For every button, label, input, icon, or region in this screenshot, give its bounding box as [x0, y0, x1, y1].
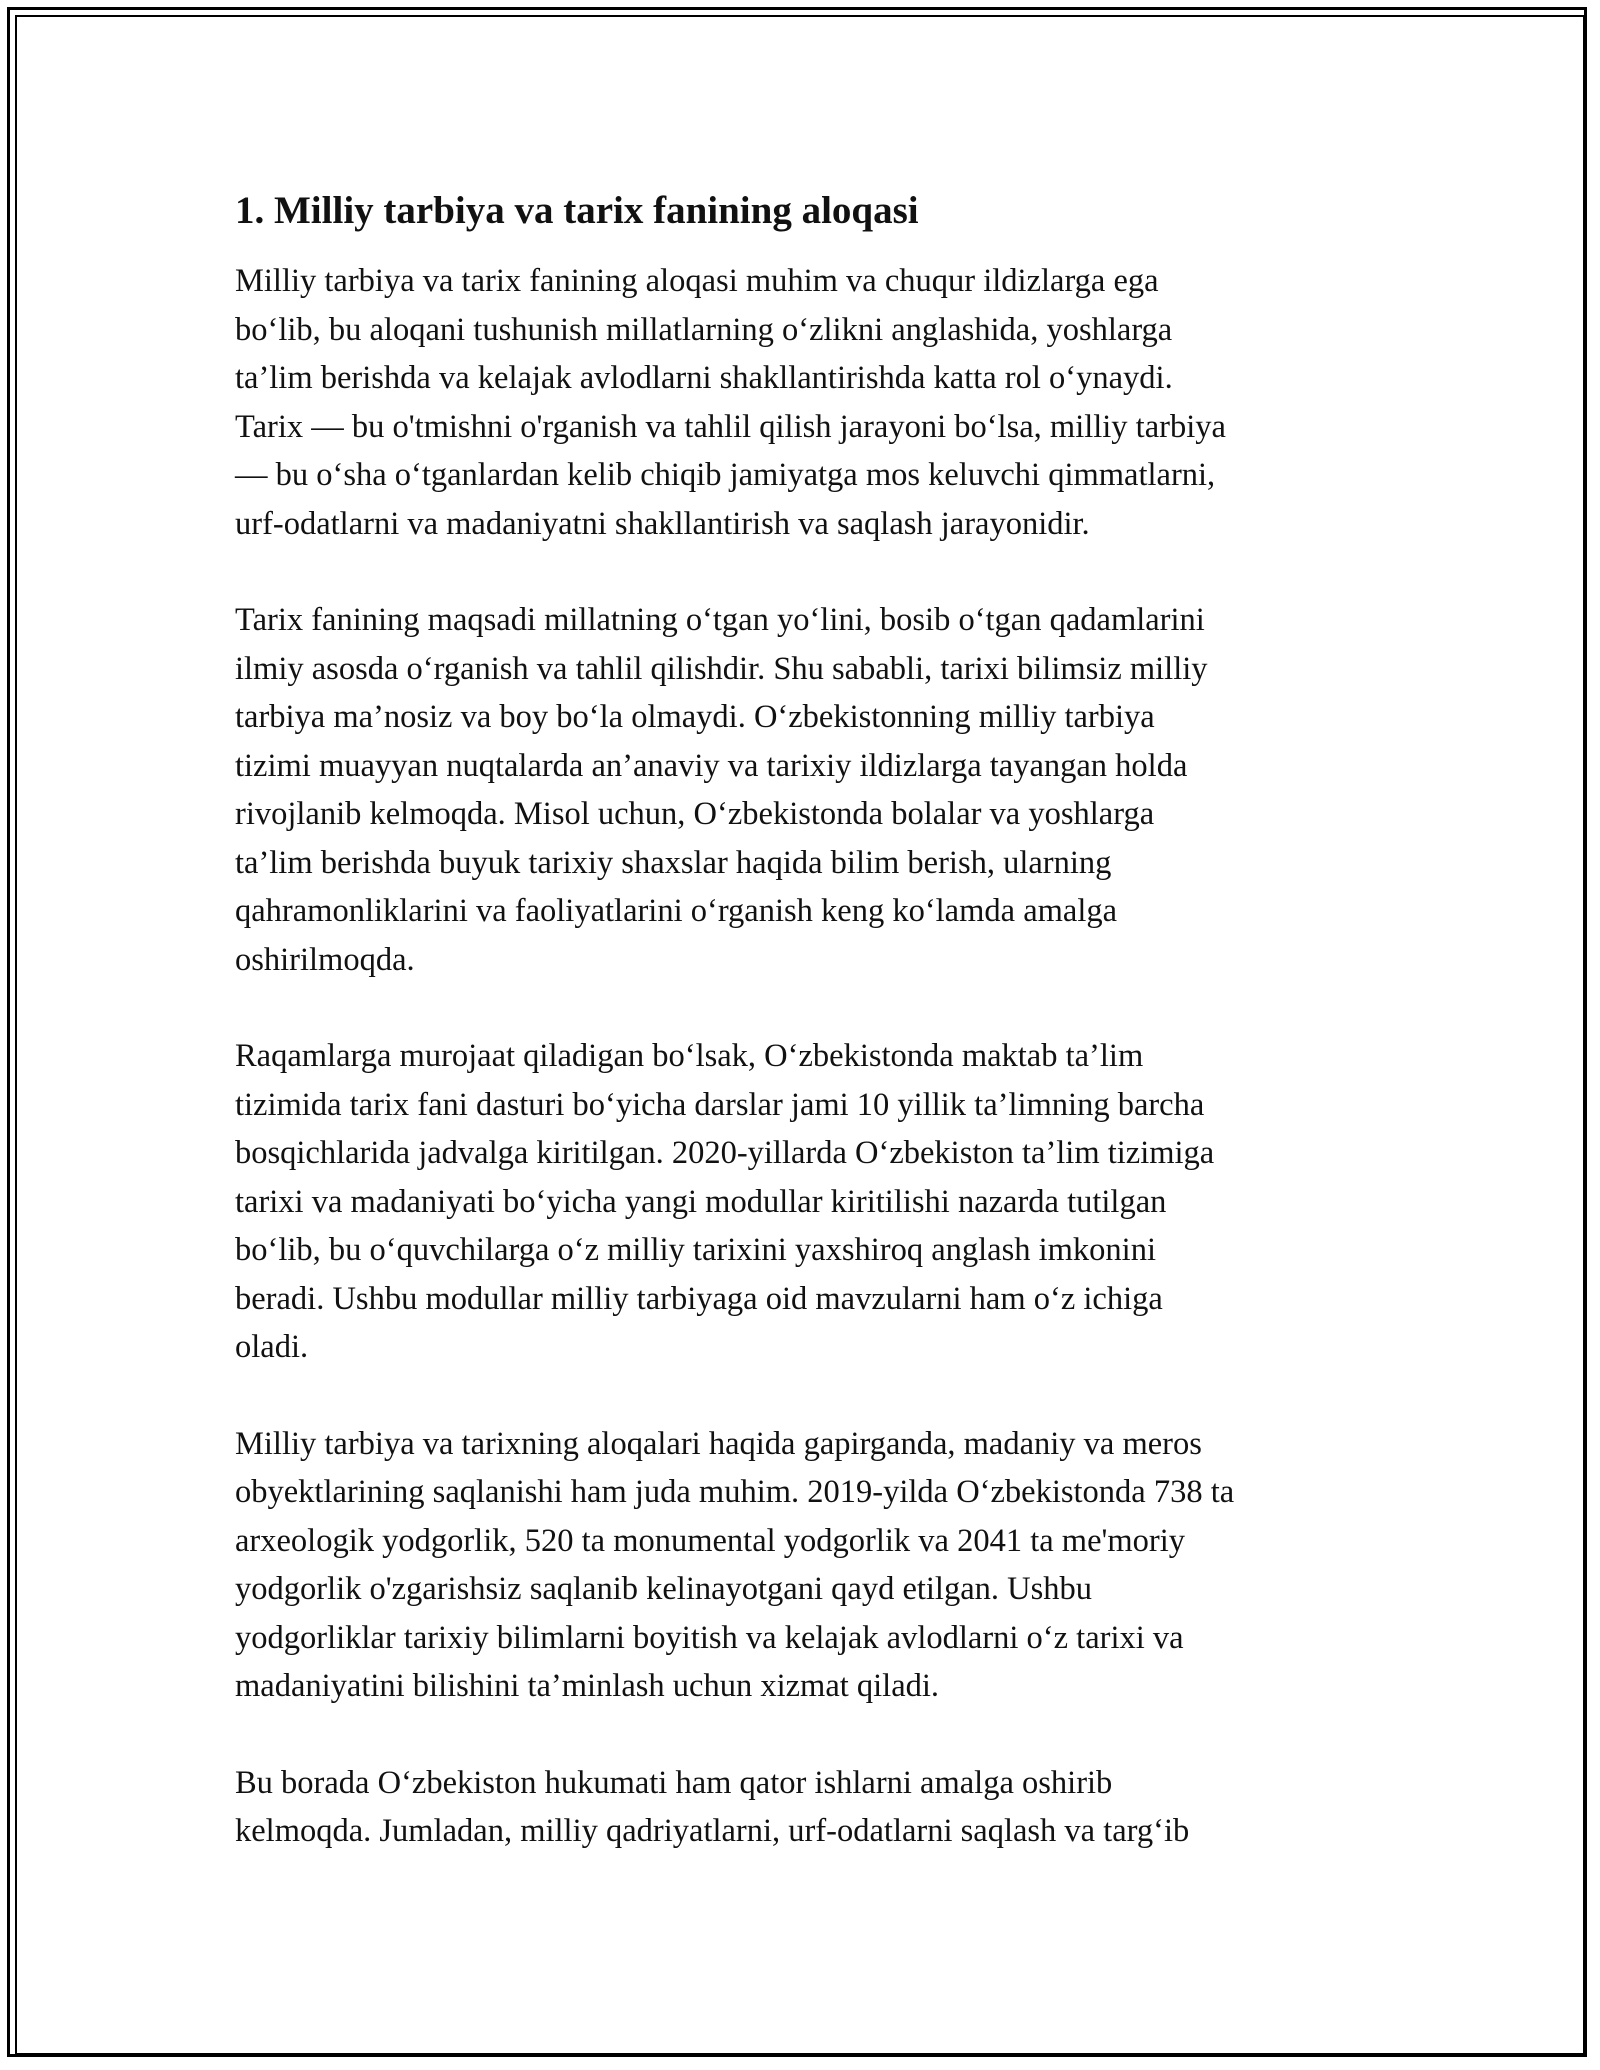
paragraph-2: [235, 596, 1370, 984]
paragraph-line: madaniyatini bilishini ta’minlash uchun xizmat qiladi.: [235, 1668, 940, 1704]
paragraph-line: bo‘lib, bu aloqani tushunish millatlarning o‘zlikni anglashida, yoshlarga: [235, 311, 1173, 348]
paragraph-line: Bu borada O‘zbekiston hukumati ham qator ishlarni amalga oshirib: [235, 1764, 1113, 1801]
paragraph-line: qahramonliklarini va faoliyatlarini o‘rganish keng ko‘lamda amalga: [235, 893, 1118, 929]
paragraph-line: oladi.: [235, 1329, 309, 1365]
paragraph-3: [235, 1032, 1370, 1372]
paragraph-line: tizimi muayyan nuqtalarda an’anaviy va tarixiy ildizlarga tayangan holda: [235, 747, 1188, 784]
paragraph-line: Tarix — bu o'tmishni o'rganish va tahlil qilish jarayoni bo‘lsa, milliy tarbiya: [235, 408, 1226, 445]
paragraph-line: arxeologik yodgorlik, 520 ta monumental yodgorlik va 2041 ta me'moriy: [235, 1522, 1185, 1559]
paragraph-line: kelmoqda. Jumladan, milliy qadriyatlarni, urf-odatlarni saqlash va targ‘ib: [235, 1813, 1190, 1849]
paragraph-line: ta’lim berishda va kelajak avlodlarni shakllantirishda katta rol o‘ynaydi.: [235, 360, 1173, 396]
paragraph-line: bosqichlarida jadvalga kiritilgan. 2020-yillarda O‘zbekiston ta’lim tizimiga: [235, 1135, 1215, 1171]
document-body: [235, 185, 1370, 1904]
paragraph-line: tarbiya ma’nosiz va boy bo‘la olmaydi. O‘zbekistonning milliy tarbiya: [235, 699, 1155, 735]
paragraph-line: bo‘lib, bu o‘quvchilarga o‘z milliy tarixini yaxshiroq anglash imkonini: [235, 1232, 1156, 1268]
paragraph-line: beradi. Ushbu modullar milliy tarbiyaga oid mavzularni ham o‘z ichiga: [235, 1280, 1163, 1317]
paragraph-1: [235, 257, 1370, 548]
paragraph-line: yodgorlik o'zgarishsiz saqlanib kelinayotgani qayd etilgan. Ushbu: [235, 1571, 1092, 1607]
paragraph-line: ilmiy asosda o‘rganish va tahlil qilishdir. Shu sababli, tarixi bilimsiz milliy: [235, 650, 1208, 687]
paragraph-line: rivojlanib kelmoqda. Misol uchun, O‘zbekistonda bolalar va yoshlarga: [235, 796, 1155, 832]
section-heading: 1. Milliy tarbiya va tarix fanining aloqasi: [235, 189, 919, 232]
paragraph-line: Raqamlarga murojaat qiladigan bo‘lsak, O‘zbekistonda maktab ta’lim: [235, 1038, 1144, 1074]
paragraph-line: ta’lim berishda buyuk tarixiy shaxslar haqida bilim berish, ularning: [235, 844, 1112, 881]
paragraph-line: oshirilmoqda.: [235, 941, 415, 978]
paragraph-5: [235, 1759, 1370, 1856]
paragraph-line: Milliy tarbiya va tarix fanining aloqasi muhim va chuqur ildizlarga ega: [235, 263, 1159, 299]
paragraph-line: — bu o‘sha o‘tganlardan kelib chiqib jamiyatga mos keluvchi qimmatlarni,: [235, 457, 1216, 493]
paragraph-line: Tarix fanining maqsadi millatning o‘tgan yo‘lini, bosib o‘tgan qadamlarini: [235, 602, 1205, 638]
paragraph-line: tizimida tarix fani dasturi bo‘yicha darslar jami 10 yillik ta’limning barcha: [235, 1086, 1205, 1123]
paragraph-line: Milliy tarbiya va tarixning aloqalari haqida gapirganda, madaniy va meros: [235, 1425, 1202, 1462]
paragraph-line: obyektlarining saqlanishi ham juda muhim. 2019-yilda O‘zbekistonda 738 ta: [235, 1474, 1235, 1510]
paragraph-line: yodgorliklar tarixiy bilimlarni boyitish va kelajak avlodlarni o‘z tarixi va: [235, 1619, 1184, 1656]
paragraph-line: tarixi va madaniyati bo‘yicha yangi modullar kiritilishi nazarda tutilgan: [235, 1183, 1167, 1220]
paragraph-4: [235, 1420, 1370, 1711]
paragraph-line: urf-odatlarni va madaniyatni shakllantirish va saqlash jarayonidir.: [235, 505, 1090, 542]
